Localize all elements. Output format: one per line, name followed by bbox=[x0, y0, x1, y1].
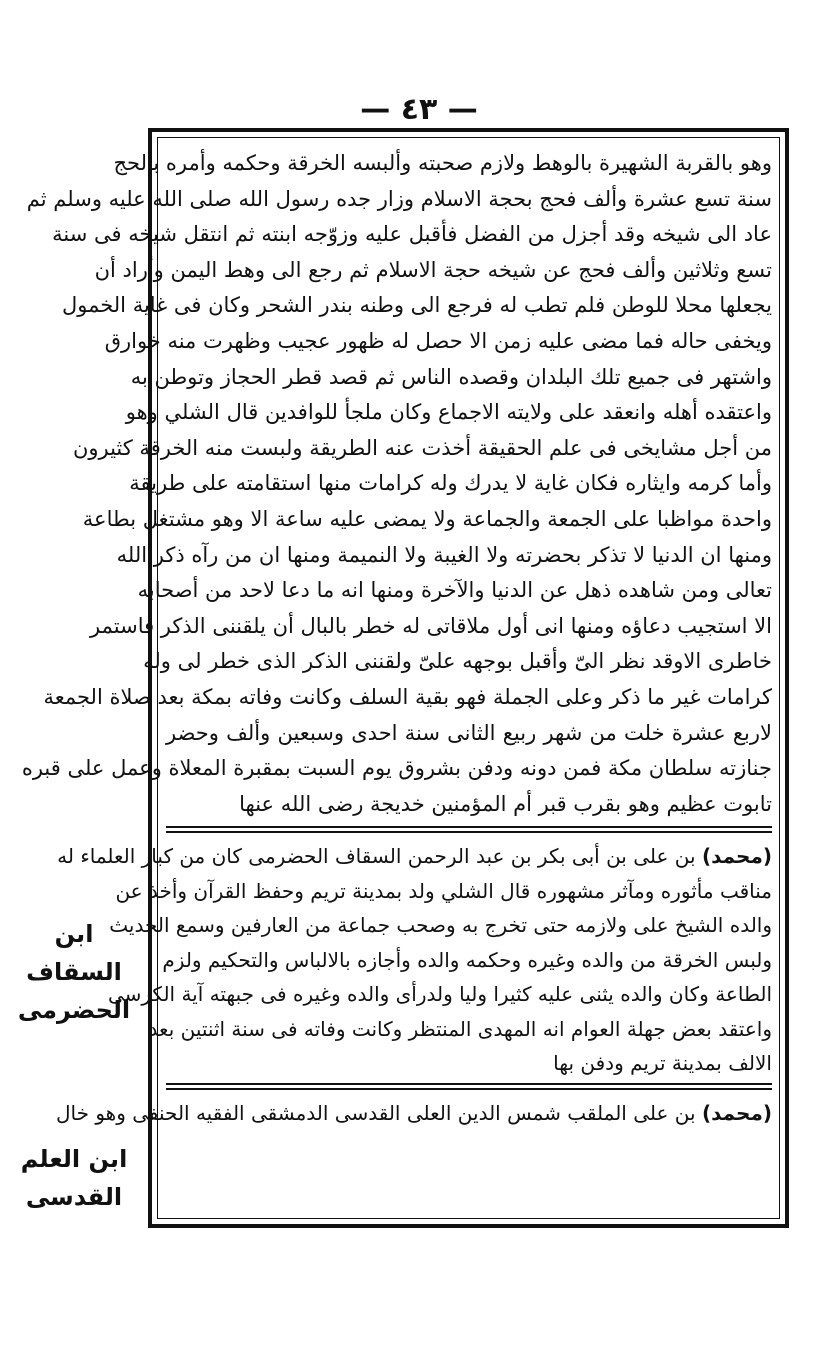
body-line: سنة تسع عشرة وألف فحج بحجة الاسلام وزار جده رسول الله صلى الله عليه وسلم ثم bbox=[26, 186, 772, 211]
entry-name: (محمد) bbox=[701, 844, 772, 869]
body-line: واشتهر فى جميع تلك البلدان وقصده الناس ثم قصد قطر الحجاز وتوطن به bbox=[130, 364, 772, 389]
body-line: واحدة مواظبا على الجمعة والجماعة ولا يمضى عليه ساعة الا وهو مشتغل بطاعة bbox=[82, 506, 772, 531]
body-line: وأما كرمه وايثاره فكان غاية لا يدرك وله كرامات منها استقامته على طريقة bbox=[129, 471, 772, 496]
margin-note-line: القدسى bbox=[25, 1183, 123, 1211]
body-line: خاطرى الاوقد نظر الىّ وأقبل بوجهه علىّ ولقننى الذكر الذى خطر لى وله bbox=[143, 649, 772, 674]
body-line: تسع وثلاثين وألف فحج عن شيخه حجة الاسلام ثم رجع الى وهط اليمن وأراد أن bbox=[94, 257, 772, 282]
page-number: — ٤٣ — bbox=[360, 92, 478, 127]
body-line: تعالى ومن شاهده ذهل عن الدنيا والآخرة ومنها انه ما دعا لاحد من أصحابه bbox=[137, 578, 772, 603]
margin-note-ibn-alsaqqaf bbox=[10, 915, 138, 1029]
entry-name: (محمد) bbox=[701, 1100, 772, 1125]
body-line: جنازته سلطان مكة فمن دونه ودفن بشروق يوم السبت بمقبرة المعلاة وعمل على قبره bbox=[21, 756, 772, 781]
margin-note-ibn-alalam bbox=[10, 1140, 138, 1216]
entry-heading-line bbox=[55, 1096, 772, 1131]
body-line: من أجل مشايخى فى علم الحقيقة أخذت عنه الطريقة ولبست منه الخرقة كثيرون bbox=[72, 435, 772, 460]
entry-heading-text: بن على الملقب شمس الدين العلى القدسى الدمشقى الفقيه الحنفى وهو خال bbox=[55, 1100, 702, 1125]
entry-heading-text: بن على بن أبى بكر بن عبد الرحمن السقاف الحضرمى كان من كبار العلماء له bbox=[57, 844, 702, 869]
entry-line: والده الشيخ على ولازمه حتى تخرج به وصحب جماعة من العارفين وسمع الحديث bbox=[109, 913, 772, 938]
margin-note-line: ابن العلم bbox=[20, 1145, 128, 1173]
body-line: عاد الى شيخه وقد أجزل من الفضل فأقبل عليه وزوّجه ابنته ثم انتقل شيخه فى سنة bbox=[52, 222, 772, 247]
entry-line: الالف بمدينة تريم ودفن بها bbox=[553, 1051, 772, 1076]
body-line: ومنها ان الدنيا لا تذكر بحضرته ولا الغيبة ولا النميمة ومنها ان من رآه ذكر الله bbox=[116, 542, 772, 567]
entry-line: الطاعة وكان والده يثنى عليه كثيرا وليا ولدرأى والده وغيره فى جبهته آية الكرسى bbox=[107, 982, 772, 1007]
body-line: تابوت عظيم وهو بقرب قبر أم المؤمنين خديجة رضى الله عنها bbox=[239, 791, 772, 816]
entry-divider bbox=[166, 1083, 772, 1090]
entry-line: واعتقد بعض جهلة العوام انه المهدى المنتظر وكانت وفاته فى سنة اثنتين بعد bbox=[148, 1016, 772, 1041]
margin-note-line: الحضرمى bbox=[17, 996, 131, 1024]
entry-line: ولبس الخرقة من والده وغيره وحكمه والده وأجازه بالالباس والتحكيم ولزم bbox=[162, 947, 772, 972]
body-line: الا استجيب دعاؤه ومنها انى أول ملاقاتى له خطر بالبال أن يلقننى الذكر فاستمر bbox=[90, 613, 772, 638]
entry-heading-line bbox=[57, 839, 772, 874]
entry-divider bbox=[166, 826, 772, 833]
body-line: يجعلها محلا للوطن فلم تطب له فرجع الى وطنه بندر الشحر وكان فى غاية الخمول bbox=[61, 293, 772, 318]
body-line: ويخفى حاله فما مضى عليه زمن الا حصل له ظهور عجيب وظهرت منه خوارق bbox=[104, 328, 772, 353]
body-line: واعتقده أهله وانعقد على ولايته الاجماع وكان ملجأ للوافدين قال الشلي وهو bbox=[125, 400, 772, 425]
body-line: لاربع عشرة خلت من شهر ربيع الثانى سنة احدى وسبعين وألف وحضر bbox=[166, 720, 772, 745]
body-line: كرامات غير ما ذكر وعلى الجملة فهو بقية السلف وكانت وفاته بمكة بعد صلاة الجمعة bbox=[43, 684, 772, 709]
body-line: وهو بالقربة الشهيرة بالوهط ولازم صحبته وألبسه الخرقة وحكمه وأمره بالحج bbox=[113, 151, 772, 175]
entry-line: مناقب مأثوره ومآثر مشهوره قال الشلي ولد بمدينة تريم وحفظ القرآن وأخذ عن bbox=[115, 878, 772, 903]
margin-note-line: ابن السقاف bbox=[26, 920, 122, 986]
